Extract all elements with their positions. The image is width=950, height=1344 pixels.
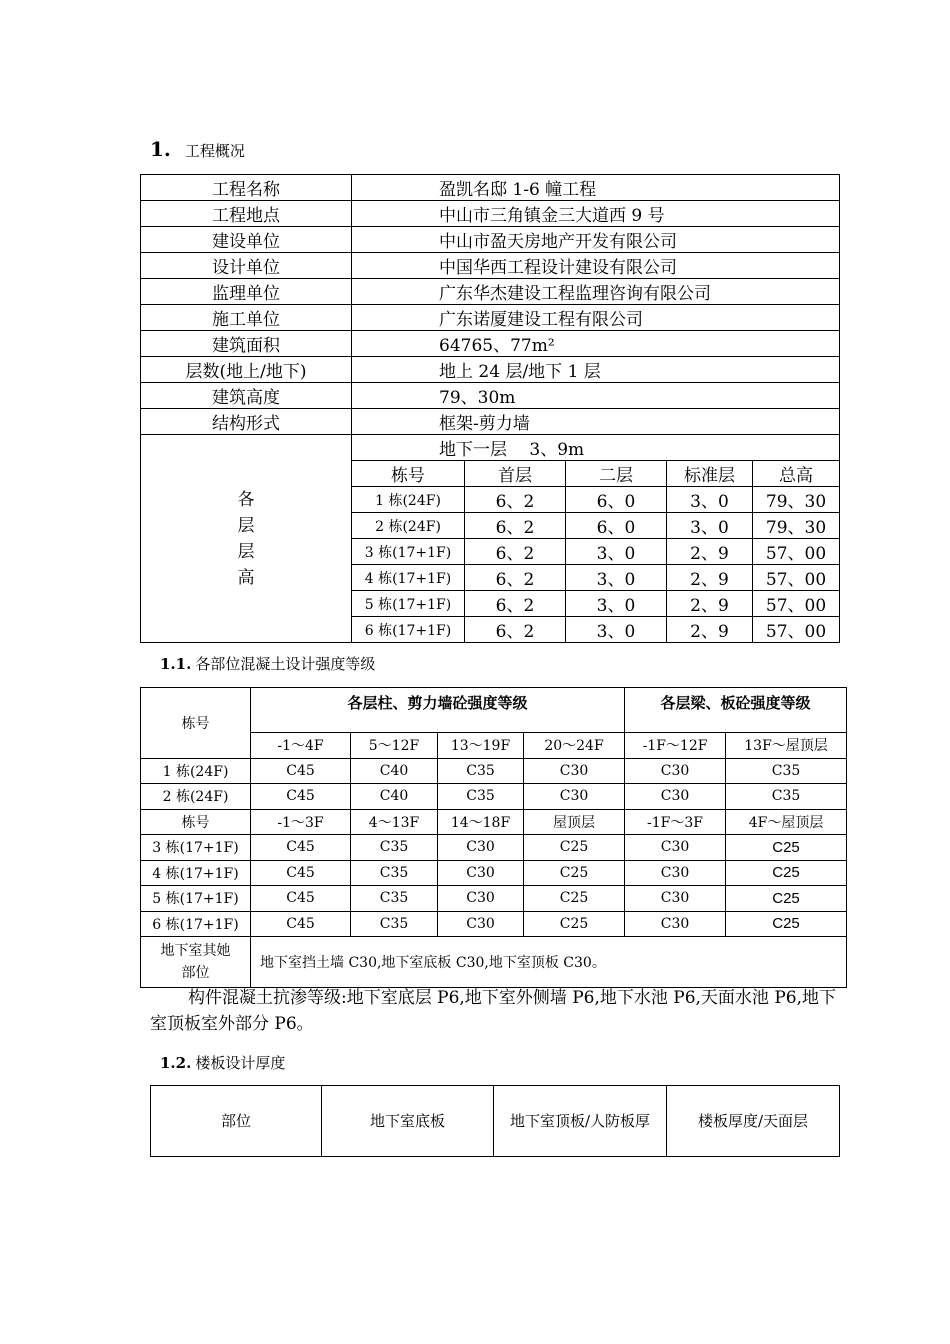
field-label: 工程名称 bbox=[141, 175, 352, 201]
table-cell: C35 bbox=[438, 784, 524, 810]
table-cell: C30 bbox=[524, 758, 625, 784]
table-row bbox=[141, 253, 840, 279]
table-header-cell: 13～19F bbox=[438, 733, 524, 759]
table-cell: 3、0 bbox=[566, 591, 667, 617]
table-cell: C30 bbox=[438, 835, 524, 861]
table-row bbox=[141, 357, 840, 383]
floor-heights-label-char: 层 bbox=[237, 515, 255, 536]
table-cell: 57、00 bbox=[753, 565, 840, 591]
table-row bbox=[141, 175, 840, 201]
table-row bbox=[141, 331, 840, 357]
field-label: 施工单位 bbox=[141, 305, 352, 331]
table-cell: 4 栋(17+1F) bbox=[141, 860, 251, 886]
table-header-cell: 5～12F bbox=[351, 733, 438, 759]
table-cell: 6、2 bbox=[465, 591, 566, 617]
table-cell: C30 bbox=[625, 911, 726, 937]
table-cell: 79、30 bbox=[753, 513, 840, 539]
table-header-cell: 栋号 bbox=[352, 461, 465, 487]
table-cell: C30 bbox=[625, 860, 726, 886]
table-cell: C45 bbox=[251, 758, 351, 784]
table-cell: 4 栋(17+1F) bbox=[352, 565, 465, 591]
table-cell: C30 bbox=[524, 784, 625, 810]
field-label: 监理单位 bbox=[141, 279, 352, 305]
field-label: 建筑面积 bbox=[141, 331, 352, 357]
table-header-cell: -1F～12F bbox=[625, 733, 726, 759]
table-cell: C30 bbox=[438, 911, 524, 937]
table-cell: C35 bbox=[351, 835, 438, 861]
table-cell: 6、0 bbox=[566, 487, 667, 513]
field-value: 64765、77m² bbox=[352, 331, 840, 357]
table-cell: C35 bbox=[351, 886, 438, 912]
table-header-cell: 标准层 bbox=[667, 461, 753, 487]
other-parts-label bbox=[141, 937, 251, 988]
table-row bbox=[141, 409, 840, 435]
table-row bbox=[141, 809, 847, 835]
table-cell: C25 bbox=[524, 911, 625, 937]
table-header-cell: -1F～3F bbox=[625, 809, 726, 835]
field-value: 广东诺厦建设工程有限公司 bbox=[352, 305, 840, 331]
table-cell: C45 bbox=[251, 784, 351, 810]
table-row bbox=[141, 937, 847, 988]
table-cell: 6、2 bbox=[465, 617, 566, 643]
table-cell: 57、00 bbox=[753, 591, 840, 617]
table-cell: C25 bbox=[726, 860, 847, 886]
table-cell: 5 栋(17+1F) bbox=[352, 591, 465, 617]
field-label: 建设单位 bbox=[141, 227, 352, 253]
table-cell: C30 bbox=[625, 784, 726, 810]
table-row bbox=[141, 758, 847, 784]
field-value: 中国华西工程设计建设有限公司 bbox=[352, 253, 840, 279]
table-cell: 1 栋(24F) bbox=[141, 758, 251, 784]
floor-heights-label-char: 各 bbox=[237, 489, 255, 510]
table-cell: 6、2 bbox=[465, 539, 566, 565]
section-title: 各部位混凝土设计强度等级 bbox=[195, 655, 376, 673]
table-row bbox=[141, 886, 847, 912]
table-header-cell: 楼板厚度/天面层 bbox=[667, 1086, 840, 1157]
field-label: 层数(地上/地下) bbox=[141, 357, 352, 383]
table-group-header: 各层梁、板砼强度等级 bbox=[625, 688, 847, 733]
table-cell: C35 bbox=[726, 758, 847, 784]
table-cell: 6 栋(17+1F) bbox=[352, 617, 465, 643]
table-header-cell: 14～18F bbox=[438, 809, 524, 835]
other-parts-label-line: 地下室其她 bbox=[160, 943, 231, 959]
project-overview-table bbox=[140, 174, 840, 643]
section-number: 1.2. bbox=[160, 1054, 192, 1072]
table-row bbox=[141, 784, 847, 810]
table-cell: 1 栋(24F) bbox=[352, 487, 465, 513]
table-cell: 57、00 bbox=[753, 617, 840, 643]
field-value: 中山市盈天房地产开发有限公司 bbox=[352, 227, 840, 253]
table-header-cell: 4F～屋顶层 bbox=[726, 809, 847, 835]
field-label: 工程地点 bbox=[141, 201, 352, 227]
table-cell: 3、0 bbox=[667, 487, 753, 513]
table-header-cell: 总高 bbox=[753, 461, 840, 487]
concrete-grade-table bbox=[140, 687, 847, 988]
table-header-cell: 4～13F bbox=[351, 809, 438, 835]
field-label: 建筑高度 bbox=[141, 383, 352, 409]
table-cell: 6、0 bbox=[566, 513, 667, 539]
table-cell: 2、9 bbox=[667, 591, 753, 617]
table-cell: 3 栋(17+1F) bbox=[141, 835, 251, 861]
table-cell: 6、2 bbox=[465, 513, 566, 539]
table-cell: 2、9 bbox=[667, 565, 753, 591]
other-parts-label-line: 部位 bbox=[181, 965, 210, 981]
table-cell: C30 bbox=[438, 886, 524, 912]
table-cell: 5 栋(17+1F) bbox=[141, 886, 251, 912]
table-row bbox=[141, 201, 840, 227]
section-title: 工程概况 bbox=[184, 142, 245, 160]
table-cell: C35 bbox=[726, 784, 847, 810]
table-cell: C25 bbox=[726, 886, 847, 912]
table-header-cell: 屋顶层 bbox=[524, 809, 625, 835]
table-cell: C45 bbox=[251, 835, 351, 861]
table-cell: 3、0 bbox=[667, 513, 753, 539]
table-cell: C30 bbox=[625, 886, 726, 912]
section-1-heading bbox=[150, 137, 245, 161]
table-cell: C45 bbox=[251, 886, 351, 912]
table-cell: 2 栋(24F) bbox=[352, 513, 465, 539]
table-cell: C25 bbox=[524, 835, 625, 861]
field-label: 结构形式 bbox=[141, 409, 352, 435]
table-header-cell: 13F～屋顶层 bbox=[726, 733, 847, 759]
slab-thickness-table bbox=[150, 1085, 840, 1157]
section-number: 1. bbox=[150, 137, 171, 161]
table-row bbox=[141, 305, 840, 331]
table-cell: C30 bbox=[625, 835, 726, 861]
table-cell: C30 bbox=[625, 758, 726, 784]
table-cell: C35 bbox=[351, 860, 438, 886]
table-cell: C45 bbox=[251, 860, 351, 886]
field-value: 框架-剪力墙 bbox=[352, 409, 840, 435]
table-cell: C35 bbox=[438, 758, 524, 784]
table-cell: C30 bbox=[438, 860, 524, 886]
table-row bbox=[141, 860, 847, 886]
table-cell: C25 bbox=[726, 911, 847, 937]
table-cell: 3、0 bbox=[566, 539, 667, 565]
impermeability-paragraph: 构件混凝土抗渗等级:地下室底层 P6,地下室外侧墙 P6,地下水池 P6,天面水池 P6,地下室顶板室外部分 P6。 bbox=[150, 988, 836, 1034]
table-group-header: 各层柱、剪力墙砼强度等级 bbox=[251, 688, 625, 733]
table-cell: C25 bbox=[524, 860, 625, 886]
table-cell: 2、9 bbox=[667, 617, 753, 643]
table-row bbox=[141, 688, 847, 733]
table-row bbox=[151, 1086, 840, 1157]
section-1-1-heading bbox=[160, 653, 375, 674]
table-header-cell: 栋号 bbox=[141, 688, 251, 759]
table-cell: 2、9 bbox=[667, 539, 753, 565]
table-cell: 3、0 bbox=[566, 617, 667, 643]
table-row bbox=[141, 435, 840, 461]
table-cell: 2 栋(24F) bbox=[141, 784, 251, 810]
table-cell: 6 栋(17+1F) bbox=[141, 911, 251, 937]
table-header-cell: 二层 bbox=[566, 461, 667, 487]
basement-height: 地下一层 3、9m bbox=[352, 435, 840, 461]
other-parts-value: 地下室挡土墙 C30,地下室底板 C30,地下室顶板 C30。 bbox=[251, 937, 847, 988]
table-cell: C40 bbox=[351, 758, 438, 784]
table-row bbox=[141, 227, 840, 253]
table-cell: C35 bbox=[351, 911, 438, 937]
table-cell: 6、2 bbox=[465, 487, 566, 513]
table-header-cell: 栋号 bbox=[141, 809, 251, 835]
table-header-cell: 部位 bbox=[151, 1086, 322, 1157]
table-cell: 6、2 bbox=[465, 565, 566, 591]
field-value: 中山市三角镇金三大道西 9 号 bbox=[352, 201, 840, 227]
table-header-cell: 20～24F bbox=[524, 733, 625, 759]
table-cell: C25 bbox=[524, 886, 625, 912]
section-number: 1.1. bbox=[160, 655, 192, 673]
table-row bbox=[141, 383, 840, 409]
section-1-2-heading bbox=[160, 1052, 285, 1073]
floor-heights-label-char: 层 bbox=[237, 541, 255, 562]
table-header-cell: -1～4F bbox=[251, 733, 351, 759]
table-cell: C45 bbox=[251, 911, 351, 937]
table-cell: 3、0 bbox=[566, 565, 667, 591]
field-value: 广东华杰建设工程监理咨询有限公司 bbox=[352, 279, 840, 305]
table-row bbox=[141, 279, 840, 305]
table-header-cell: 地下室顶板/人防板厚 bbox=[494, 1086, 667, 1157]
table-cell: C40 bbox=[351, 784, 438, 810]
table-header-cell: 首层 bbox=[465, 461, 566, 487]
table-row bbox=[141, 911, 847, 937]
table-cell: 3 栋(17+1F) bbox=[352, 539, 465, 565]
floor-heights-label bbox=[141, 435, 352, 643]
field-value: 79、30m bbox=[352, 383, 840, 409]
field-label: 设计单位 bbox=[141, 253, 352, 279]
table-header-cell: -1～3F bbox=[251, 809, 351, 835]
table-row bbox=[141, 835, 847, 861]
field-value: 地上 24 层/地下 1 层 bbox=[352, 357, 840, 383]
table-cell: C25 bbox=[726, 835, 847, 861]
field-value: 盈凯名邸 1-6 幢工程 bbox=[352, 175, 840, 201]
table-cell: 79、30 bbox=[753, 487, 840, 513]
floor-heights-label-char: 高 bbox=[237, 567, 255, 588]
table-header-cell: 地下室底板 bbox=[322, 1086, 494, 1157]
section-title: 楼板设计厚度 bbox=[195, 1054, 286, 1072]
table-cell: 57、00 bbox=[753, 539, 840, 565]
